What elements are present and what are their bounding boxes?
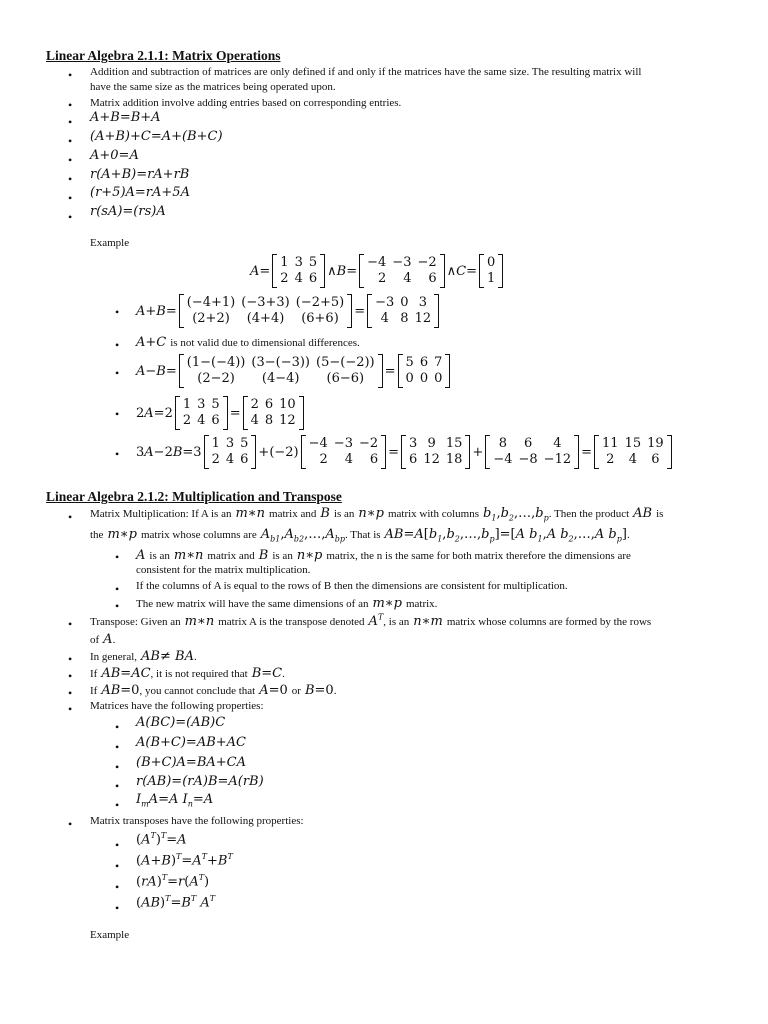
- bullet: •: [115, 798, 120, 812]
- matrix-c: 0 1: [479, 254, 503, 288]
- bullet: •: [115, 901, 120, 915]
- property-formula: A+0=A: [90, 148, 139, 163]
- bullet: •: [115, 740, 120, 754]
- example-linear-combination: 3A−2B=3 1 3 5 2 4 6 +(−2) −4 −3 −2 2 4 6 = 3 9 15 6 12 18 + 8 6 4 −4 −8 −12 = 11 15 19 2 4 6: [136, 433, 674, 471]
- matrix-b-copy: −4 −3 −2 2 4 6: [301, 435, 387, 469]
- property-formula: r(A+B)=rA+rB: [90, 167, 190, 182]
- bullet: •: [68, 98, 73, 112]
- transpose-properties-intro: Matrix transposes have the following properties:: [90, 815, 304, 827]
- transpose-property-double: $(A^T)^T=A$: [136, 831, 187, 848]
- bullet: •: [68, 617, 73, 631]
- sum-expression-matrix: (−4+1) (−3+3) (−2+5) (2+2) (4+4) (6+6): [179, 294, 352, 328]
- properties-intro: Matrices have the following properties:: [90, 700, 264, 712]
- bullet: •: [115, 859, 120, 873]
- bullet: •: [68, 153, 73, 167]
- bullet: •: [115, 838, 120, 852]
- paragraph-line: Matrix addition involve adding entries based on corresponding entries.: [90, 97, 402, 109]
- section-heading-matrix-operations: Linear Algebra 2.1.1: Matrix Operations: [46, 48, 281, 63]
- bullet: •: [115, 720, 120, 734]
- property-formula: (A+B)+C=A+(B+C): [90, 129, 223, 144]
- neg-two-b-matrix: 8 6 4 −4 −8 −12: [485, 435, 579, 469]
- bullet: •: [68, 172, 73, 186]
- paragraph-line: Addition and subtraction of matrices are only defined if and only if the matrices have the same size. The resulting matrix will: [90, 66, 642, 78]
- linear-combination-result-matrix: 11 15 19 2 4 6: [594, 435, 672, 469]
- scalar-result-matrix: 2 6 10 4 8 12: [243, 396, 304, 430]
- property-formula: (r+5)A=rA+5A: [90, 185, 190, 200]
- bullet: •: [115, 338, 120, 352]
- bullet: •: [115, 582, 120, 596]
- bullet: •: [68, 510, 73, 524]
- property-formula: A(B+C)=AB+AC: [136, 735, 246, 750]
- difference-expression-matrix: (1−(−4)) (3−(−3)) (5−(−2)) (2−2) (4−4) (6−6): [179, 354, 383, 388]
- bullet: •: [115, 550, 120, 564]
- transpose-definition-line-2: of A.: [90, 632, 116, 647]
- matrix-a: 1 3 5 2 4 6: [272, 254, 325, 288]
- bullet: •: [68, 817, 73, 831]
- bullet: •: [68, 686, 73, 700]
- bullet: •: [68, 191, 73, 205]
- bullet: •: [68, 115, 73, 129]
- transpose-property-product: $(AB)^T=B^T$ $A^T$: [136, 894, 216, 911]
- subpoint-new-dimensions: The new matrix will have the same dimensions of an m∗p matrix.: [136, 596, 438, 611]
- matrix-a-copy: 1 3 5 2 4 6: [175, 396, 228, 430]
- example-scalar: 2A=2 1 3 5 2 4 6 = 2 6 10 4 8 12: [136, 394, 306, 432]
- bullet: •: [115, 599, 120, 613]
- bullet: •: [115, 880, 120, 894]
- transpose-definition-line-1: Transpose: Given an m∗n matrix A is the transpose denoted $A^T$, is an n∗m matrix whose columns are formed by the rows: [90, 612, 652, 629]
- transpose-property-scalar: $(rA)^T=r(A^T)$: [136, 873, 210, 890]
- bullet: •: [115, 407, 120, 421]
- property-formula: A(BC)=(AB)C: [136, 715, 226, 730]
- section-heading-multiplication-transpose: Linear Algebra 2.1.2: Multiplication and Transpose: [46, 489, 342, 504]
- bullet: •: [115, 447, 120, 461]
- paragraph-line: have the same size as the matrices being operated upon.: [90, 81, 336, 93]
- bullet: •: [68, 702, 73, 716]
- three-a-matrix: 3 9 15 6 12 18: [401, 435, 470, 469]
- multiplication-definition-line-2: the m∗p matrix whose columns are $A_{b1},A_{b2},\dots,A_{bp}$. That is $AB=A[b_1,b_2,\dots,b_p]=[A$ $b_1,A$ $b_2,\dots,A$ $b_p$].: [90, 527, 630, 544]
- property-formula: A+B=B+A: [90, 110, 161, 125]
- general-statement: In general, AB≠ BA.: [90, 649, 197, 664]
- property-formula: r(AB)=(rA)B=A(rB): [136, 774, 264, 789]
- difference-result-matrix: 5 6 7 0 0 0: [398, 354, 451, 388]
- bullet: •: [115, 760, 120, 774]
- bullet: •: [68, 134, 73, 148]
- subpoint-columns-rows: If the columns of A is equal to the rows of B then the dimensions are consistent for multiplication.: [136, 580, 568, 592]
- matrix-a-copy: 1 3 5 2 4 6: [204, 435, 257, 469]
- matrix-definitions: A= 1 3 5 2 4 6 ∧B= −4 −3 −2 2 4 6 ∧C= 0 1: [250, 252, 505, 290]
- example-difference: A−B= (1−(−4)) (3−(−3)) (5−(−2)) (2−2) (4−4) (6−6) = 5 6 7 0 0 0: [136, 352, 452, 390]
- example-sum: A+B= (−4+1) (−3+3) (−2+5) (2+2) (4+4) (6+6) = −3 0 3 4 8 12: [136, 292, 441, 330]
- matrix-b: −4 −3 −2 2 4 6: [359, 254, 445, 288]
- bullet: •: [115, 779, 120, 793]
- zero-product-statement: If AB=0, you cannot conclude that A=0 or B=0.: [90, 683, 337, 698]
- transpose-property-sum: $(A+B)^T=A^T+B^T$: [136, 852, 233, 869]
- bullet: •: [115, 305, 120, 319]
- property-formula: r(sA)=(rs)A: [90, 204, 166, 219]
- bullet: •: [68, 210, 73, 224]
- bullet: •: [68, 68, 73, 82]
- example-label: Example: [90, 929, 130, 941]
- bullet: •: [68, 652, 73, 666]
- subpoint-dimensions: A is an m∗n matrix and B is an n∗p matrix, the n is the same for both matrix therefore the dimensions are: [136, 548, 631, 563]
- property-identity: $I_mA=A$ $I_n=A$: [136, 792, 214, 809]
- cancellation-statement: If AB=AC, it is not required that B=C.: [90, 666, 285, 681]
- bullet: •: [115, 366, 120, 380]
- multiplication-definition-line-1: Matrix Multiplication: If A is an m∗n matrix and B is an n∗p matrix with columns $b_1,b_2,\dots,b_p$. Then the product AB is: [90, 506, 664, 523]
- property-formula: (B+C)A=BA+CA: [136, 755, 246, 770]
- example-invalid: A+C is not valid due to dimensional differences.: [136, 335, 360, 350]
- paragraph-line: consistent for the matrix multiplication.: [136, 564, 311, 576]
- example-label: Example: [90, 237, 130, 249]
- sum-result-matrix: −3 0 3 4 8 12: [367, 294, 439, 328]
- bullet: •: [68, 669, 73, 683]
